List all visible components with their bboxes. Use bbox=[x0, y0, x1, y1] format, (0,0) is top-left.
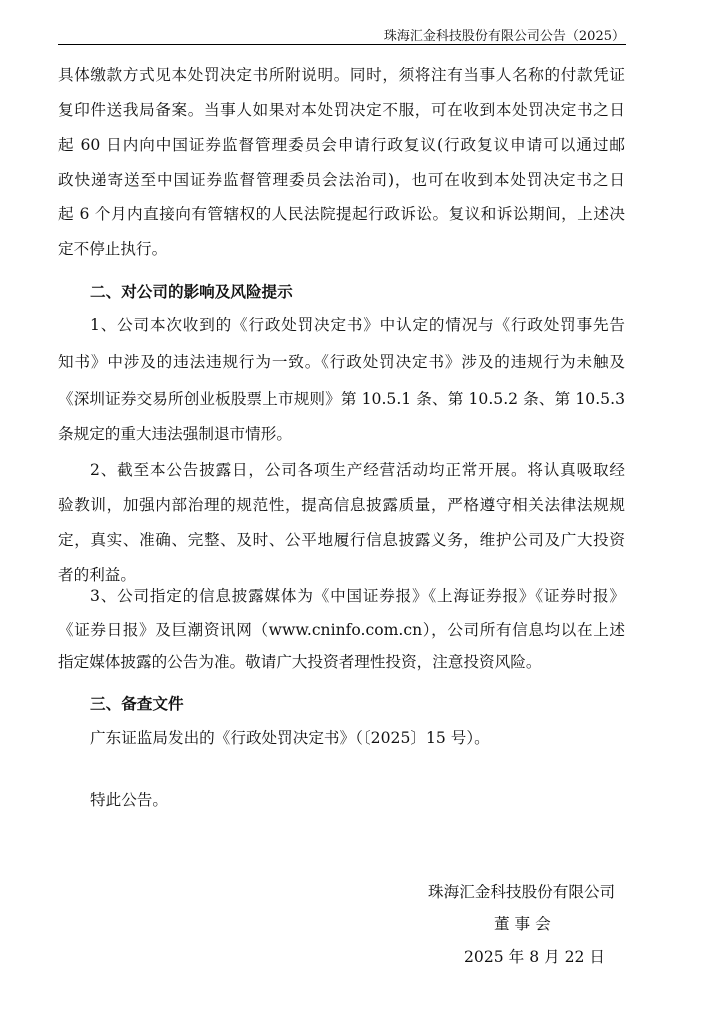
para0-line: 政快递寄送至中国证券监督管理委员会法治司)，也可在收到本处罚决定书之日 bbox=[58, 171, 625, 189]
para0-line: 具体缴款方式见本处罚决定书所附说明。同时，须将注有当事人名称的付款凭证 bbox=[58, 66, 625, 84]
item1-line: 《深圳证券交易所创业板股票上市规则》第 10.5.1 条、第 10.5.2 条、第 10.5.3 bbox=[58, 390, 625, 408]
item1-line: 条规定的重大违法强制退市情形。 bbox=[58, 425, 292, 443]
item2-line: 定，真实、准确、完整、及时、公平地履行信息披露义务，维护公司及广大投资 bbox=[58, 531, 625, 549]
para0-line: 定不停止执行。 bbox=[58, 240, 168, 258]
section-heading-impact: 二、对公司的影响及风险提示 bbox=[90, 282, 293, 301]
item2-line: 2、截至本公告披露日，公司各项生产经营活动均正常开展。将认真吸取经 bbox=[90, 461, 625, 479]
item3-line: 指定媒体披露的公告为准。敬请广大投资者理性投资，注意投资风险。 bbox=[58, 653, 542, 671]
para0-line: 起 6 个月内直接向有管辖权的人民法院提起行政诉讼。复议和诉讼期间，上述决 bbox=[58, 205, 625, 223]
item2-line: 者的利益。 bbox=[58, 566, 136, 584]
item2-line: 验教训，加强内部治理的规范性，提高信息披露质量，严格遵守相关法律法规规 bbox=[58, 496, 625, 514]
closing-text: 特此公告。 bbox=[90, 791, 168, 809]
item1-line: 知书》中涉及的违法违规行为一致。《行政处罚决定书》涉及的违规行为未触及 bbox=[58, 353, 625, 371]
item3-line: 3、公司指定的信息披露媒体为《中国证券报》《上海证券报》《证券时报》 bbox=[90, 587, 625, 605]
signature-company: 珠海汇金科技股份有限公司 bbox=[428, 883, 616, 901]
para0-line: 起 60 日内向中国证券监督管理委员会申请行政复议(行政复议申请可以通过邮 bbox=[58, 136, 625, 154]
signature-board: 董 事 会 bbox=[494, 915, 551, 933]
section-heading-documents: 三、备查文件 bbox=[90, 694, 184, 713]
item1-line: 1、公司本次收到的《行政处罚决定书》中认定的情况与《行政处罚事先告 bbox=[90, 316, 625, 334]
page-header: 珠海汇金科技股份有限公司公告（2025） bbox=[383, 29, 625, 44]
reference-document: 广东证监局发出的《行政处罚决定书》（〔2025〕15 号）。 bbox=[90, 729, 490, 747]
header-rule bbox=[58, 44, 626, 45]
item3-line: 《证券日报》及巨潮资讯网（www.cninfo.com.cn），公司所有信息均以在上述 bbox=[58, 621, 625, 639]
signature-date: 2025 年 8 月 22 日 bbox=[464, 948, 606, 966]
para0-line: 复印件送我局备案。当事人如果对本处罚决定不服，可在收到本处罚决定书之日 bbox=[58, 101, 625, 119]
